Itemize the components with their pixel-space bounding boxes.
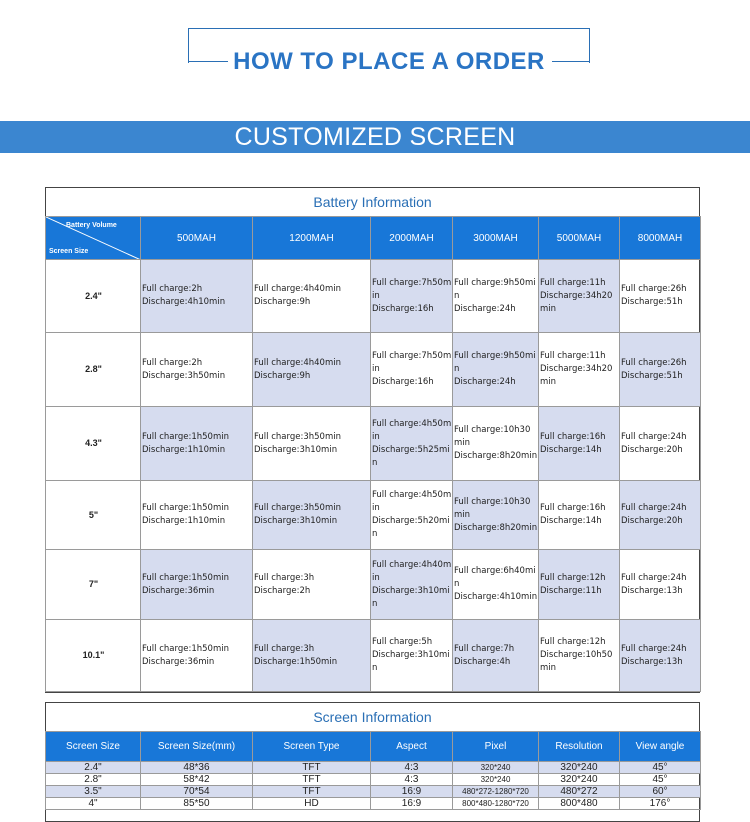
discharge-text: Discharge:4h: [454, 656, 511, 667]
full-charge-text: Full charge:10h30min: [454, 496, 531, 520]
discharge-text: Discharge:13h: [621, 585, 683, 596]
battery-cell: [371, 481, 453, 550]
discharge-text: Discharge:51h: [621, 297, 683, 307]
battery-cell: [620, 550, 701, 620]
discharge-text: Discharge:20h: [621, 516, 683, 526]
battery-cell: [371, 260, 453, 333]
battery-cell: [253, 481, 371, 550]
battery-row: [46, 260, 701, 333]
full-charge-text: Full charge:7h: [454, 643, 515, 654]
full-charge-text: Full charge:24h: [621, 431, 687, 442]
battery-cell: [620, 407, 701, 481]
full-charge-text: Full charge:24h: [621, 572, 687, 583]
discharge-text: Discharge:14h: [540, 516, 602, 526]
battery-column-header: 1200MAH: [253, 217, 371, 260]
full-charge-text: Full charge:9h50min: [454, 351, 536, 374]
full-charge-text: Full charge:4h40min: [372, 559, 452, 583]
screen-cell: TFT: [253, 786, 371, 798]
screen-cell: HD: [253, 798, 371, 810]
corner-label-screen-size: Screen Size: [49, 248, 89, 255]
full-charge-text: Full charge:26h: [621, 284, 687, 294]
battery-column-header: 500MAH: [141, 217, 253, 260]
full-charge-text: Full charge:3h: [254, 643, 315, 654]
screen-cell: 800*480: [539, 798, 620, 810]
battery-cell: [539, 550, 620, 620]
battery-cell: [141, 333, 253, 407]
battery-cell: [141, 550, 253, 620]
battery-column-header: 2000MAH: [371, 217, 453, 260]
full-charge-text: Full charge:7h50min: [372, 277, 452, 301]
battery-column-header: 3000MAH: [453, 217, 539, 260]
discharge-text: Discharge:1h10min: [142, 444, 226, 455]
full-charge-text: Full charge:4h40min: [254, 357, 341, 368]
battery-cell: [453, 550, 539, 620]
full-charge-text: Full charge:5h: [372, 637, 433, 647]
screen-row: [46, 762, 701, 774]
battery-cell: [371, 333, 453, 407]
full-charge-text: Full charge:1h50min: [142, 572, 229, 583]
battery-table-caption: Battery Information: [313, 194, 432, 210]
battery-cell: [253, 550, 371, 620]
screen-cell: 480*272-1280*720: [453, 786, 539, 798]
battery-row: [46, 481, 701, 550]
discharge-text: Discharge:51h: [621, 370, 683, 381]
discharge-text: Discharge:4h10min: [142, 297, 226, 307]
battery-table: [45, 216, 701, 692]
screen-cell: 320*240: [539, 774, 620, 786]
screen-cell: 480*272: [539, 786, 620, 798]
battery-cell: [620, 333, 701, 407]
screen-cell: 3.5": [46, 786, 141, 798]
discharge-text: Discharge:3h10min: [372, 650, 450, 673]
full-charge-text: Full charge:12h: [540, 572, 606, 583]
full-charge-text: Full charge:3h: [254, 572, 315, 583]
battery-cell: [141, 407, 253, 481]
screen-column-header: Pixel: [453, 732, 539, 762]
battery-corner-header: [46, 217, 141, 260]
screen-cell: 45°: [620, 774, 701, 786]
screen-cell: 48*36: [141, 762, 253, 774]
screen-cell: 2.8": [46, 774, 141, 786]
screen-cell: 60°: [620, 786, 701, 798]
full-charge-text: Full charge:1h50min: [142, 643, 229, 654]
full-charge-text: Full charge:10h30min: [454, 425, 531, 448]
discharge-text: Discharge:10h50min: [540, 650, 613, 673]
screen-row: [46, 774, 701, 786]
full-charge-text: Full charge:3h50min: [254, 431, 341, 442]
screen-cell: 70*54: [141, 786, 253, 798]
discharge-text: Discharge:3h10min: [254, 444, 338, 455]
battery-cell: [141, 481, 253, 550]
discharge-text: Discharge:3h10min: [372, 585, 450, 609]
battery-cell: [141, 260, 253, 333]
screen-column-header: Aspect: [371, 732, 453, 762]
screen-cell: 85*50: [141, 798, 253, 810]
full-charge-text: Full charge:24h: [621, 503, 687, 513]
discharge-text: Discharge:1h10min: [142, 516, 226, 526]
battery-cell: [620, 481, 701, 550]
battery-information-block: [45, 187, 700, 693]
screen-cell: 320*240: [453, 762, 539, 774]
discharge-text: Discharge:24h: [454, 377, 516, 387]
discharge-text: Discharge:9h: [254, 297, 311, 307]
screen-information-block: [45, 702, 700, 822]
full-charge-text: Full charge:24h: [621, 643, 687, 654]
screen-cell: 320*240: [453, 774, 539, 786]
screen-cell: TFT: [253, 774, 371, 786]
battery-cell: [371, 620, 453, 692]
battery-column-header: 8000MAH: [620, 217, 701, 260]
screen-cell: 45°: [620, 762, 701, 774]
full-charge-text: Full charge:11h: [540, 277, 606, 288]
full-charge-text: Full charge:4h40min: [254, 284, 341, 294]
full-charge-text: Full charge:4h50min: [372, 490, 452, 513]
discharge-text: Discharge:34h20min: [540, 364, 613, 387]
customized-screen-banner: CUSTOMIZED SCREEN: [0, 121, 750, 153]
screen-row: [46, 798, 701, 810]
discharge-text: Discharge:36min: [142, 585, 215, 596]
discharge-text: Discharge:34h20min: [540, 290, 613, 314]
screen-size-cell: 5": [46, 481, 141, 550]
screen-cell: 4:3: [371, 774, 453, 786]
screen-size-cell: 7": [46, 550, 141, 620]
full-charge-text: Full charge:12h: [540, 637, 606, 647]
corner-label-battery-volume: Battery Volume: [66, 222, 117, 229]
discharge-text: Discharge:4h10min: [454, 592, 538, 602]
battery-cell: [539, 407, 620, 481]
screen-column-header: Screen Size: [46, 732, 141, 762]
full-charge-text: Full charge:7h50min: [372, 351, 452, 374]
battery-cell: [371, 407, 453, 481]
battery-cell: [253, 333, 371, 407]
full-charge-text: Full charge:16h: [540, 503, 606, 513]
battery-cell: [453, 407, 539, 481]
battery-cell: [253, 620, 371, 692]
battery-row: [46, 333, 701, 407]
discharge-text: Discharge:8h20min: [454, 522, 538, 533]
screen-table: [45, 731, 701, 810]
screen-column-header: Screen Size(mm): [141, 732, 253, 762]
battery-cell: [253, 260, 371, 333]
full-charge-text: Full charge:3h50min: [254, 503, 341, 513]
screen-size-cell: 2.4": [46, 260, 141, 333]
screen-column-header: Resolution: [539, 732, 620, 762]
order-title: HOW TO PLACE A ORDER: [233, 48, 545, 75]
battery-cell: [539, 333, 620, 407]
discharge-text: Discharge:3h10min: [254, 516, 338, 526]
discharge-text: Discharge:16h: [372, 303, 434, 314]
screen-column-header: View angle: [620, 732, 701, 762]
discharge-text: Discharge:3h50min: [142, 370, 226, 381]
discharge-text: Discharge:8h20min: [454, 451, 538, 461]
battery-row: [46, 550, 701, 620]
battery-cell: [620, 620, 701, 692]
screen-size-cell: 10.1": [46, 620, 141, 692]
full-charge-text: Full charge:26h: [621, 357, 687, 368]
battery-cell: [453, 620, 539, 692]
full-charge-text: Full charge:1h50min: [142, 431, 229, 442]
full-charge-text: Full charge:1h50min: [142, 503, 229, 513]
screen-row: [46, 786, 701, 798]
screen-table-caption: Screen Information: [313, 709, 432, 725]
full-charge-text: Full charge:2h: [142, 284, 203, 294]
battery-cell: [253, 407, 371, 481]
screen-cell: 16:9: [371, 786, 453, 798]
discharge-text: Discharge:13h: [621, 656, 683, 667]
full-charge-text: Full charge:16h: [540, 431, 606, 442]
discharge-text: Discharge:5h25min: [372, 444, 450, 468]
battery-cell: [539, 481, 620, 550]
screen-size-cell: 2.8": [46, 333, 141, 407]
full-charge-text: Full charge:6h40min: [454, 566, 536, 589]
battery-column-header: 5000MAH: [539, 217, 620, 260]
screen-cell: 800*480-1280*720: [453, 798, 539, 810]
screen-cell: 320*240: [539, 762, 620, 774]
screen-cell: 58*42: [141, 774, 253, 786]
battery-cell: [453, 260, 539, 333]
discharge-text: Discharge:11h: [540, 585, 602, 596]
discharge-text: Discharge:1h50min: [254, 656, 338, 667]
discharge-text: Discharge:2h: [254, 585, 311, 596]
battery-cell: [620, 260, 701, 333]
screen-cell: TFT: [253, 762, 371, 774]
discharge-text: Discharge:36min: [142, 656, 215, 667]
battery-row: [46, 407, 701, 481]
screen-size-cell: 4.3": [46, 407, 141, 481]
battery-cell: [453, 481, 539, 550]
screen-column-header: Screen Type: [253, 732, 371, 762]
screen-cell: 176°: [620, 798, 701, 810]
battery-cell: [141, 620, 253, 692]
full-charge-text: Full charge:4h50min: [372, 418, 452, 442]
battery-row: [46, 620, 701, 692]
battery-cell: [539, 620, 620, 692]
screen-cell: 16:9: [371, 798, 453, 810]
discharge-text: Discharge:5h20min: [372, 516, 450, 539]
battery-cell: [371, 550, 453, 620]
screen-cell: 4": [46, 798, 141, 810]
full-charge-text: Full charge:9h50min: [454, 277, 536, 301]
full-charge-text: Full charge:2h: [142, 357, 203, 368]
discharge-text: Discharge:20h: [621, 444, 683, 455]
screen-cell: 4:3: [371, 762, 453, 774]
battery-cell: [453, 333, 539, 407]
discharge-text: Discharge:16h: [372, 377, 434, 387]
discharge-text: Discharge:9h: [254, 370, 311, 381]
discharge-text: Discharge:14h: [540, 444, 602, 455]
full-charge-text: Full charge:11h: [540, 351, 606, 361]
discharge-text: Discharge:24h: [454, 303, 516, 314]
screen-cell: 2.4": [46, 762, 141, 774]
battery-cell: [539, 260, 620, 333]
